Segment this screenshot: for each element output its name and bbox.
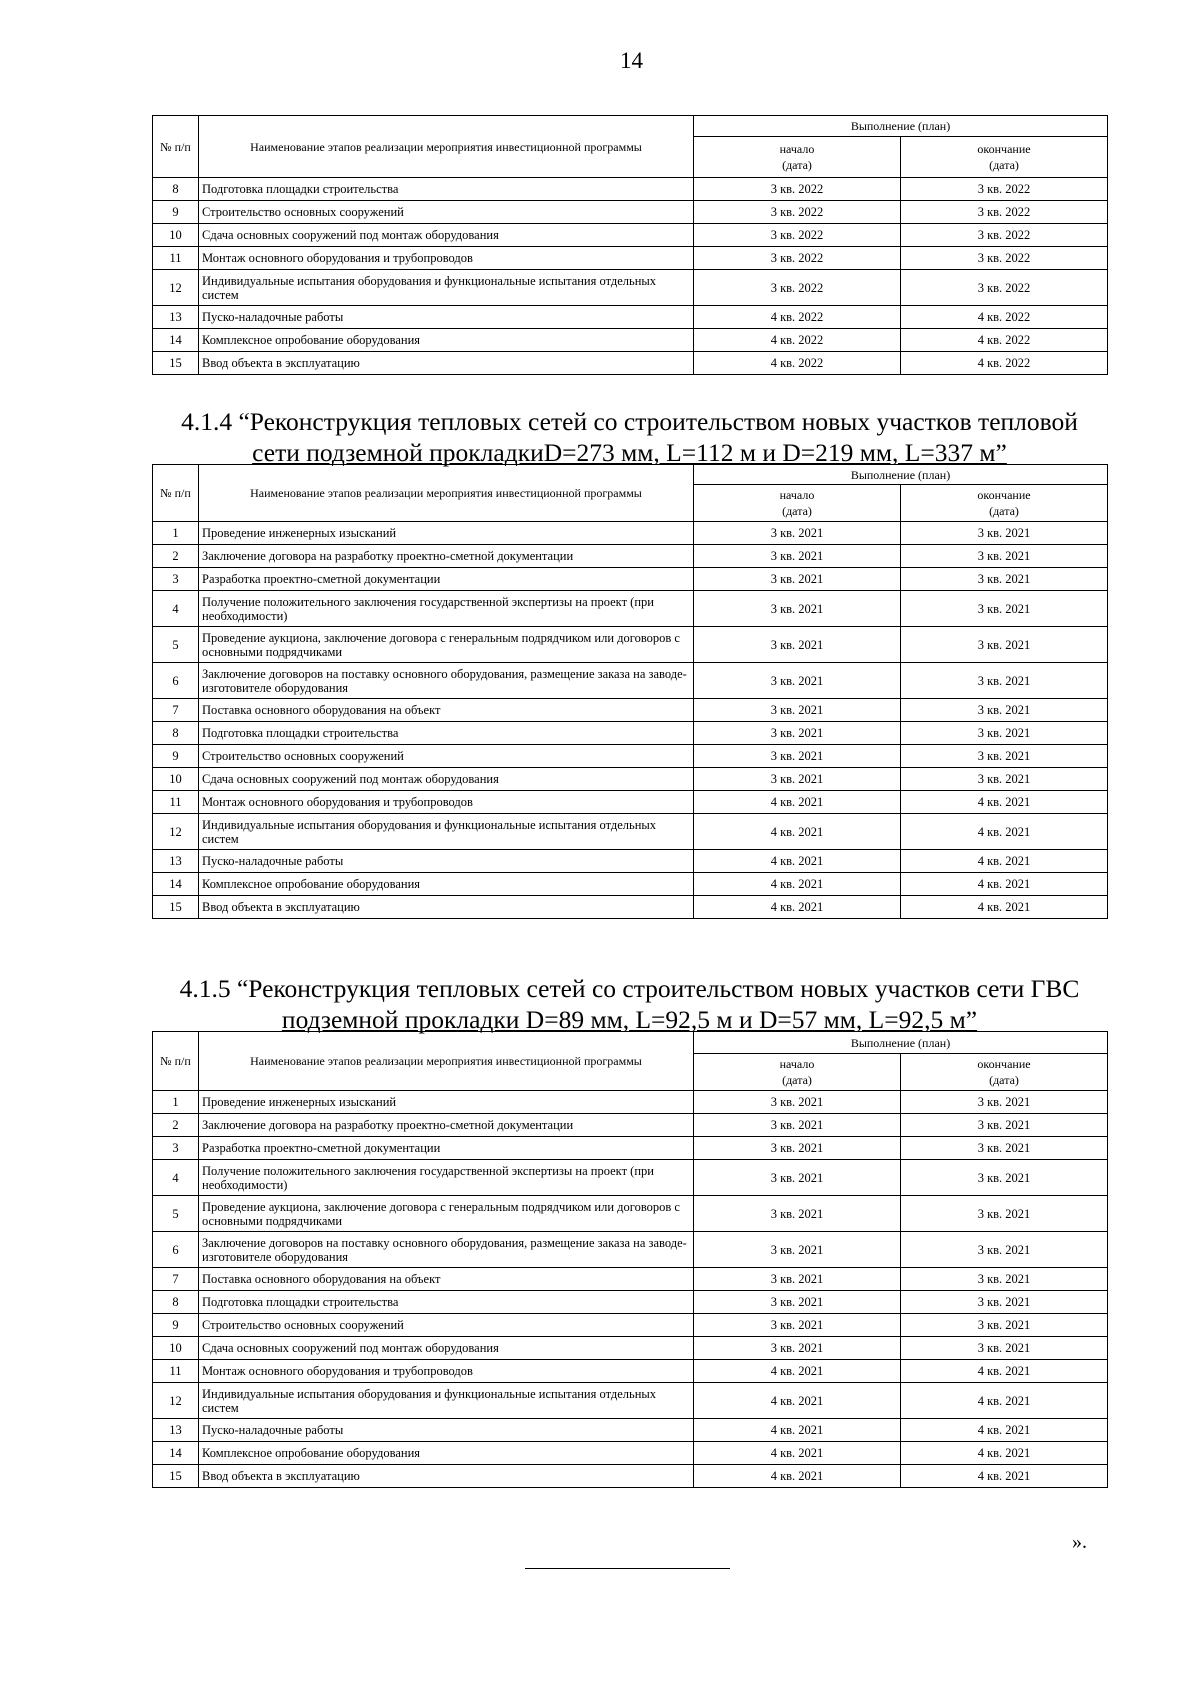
end-date-cell: 3 кв. 2022	[901, 270, 1108, 306]
start-date-cell: 3 кв. 2021	[694, 627, 901, 663]
table-row	[153, 722, 1108, 745]
header-start-label: начало	[779, 1057, 815, 1071]
start-date-cell: 3 кв. 2021	[694, 1196, 901, 1232]
stage-name-cell: Заключение договоров на поставку основного оборудования, размещение заказа на заводе-изготовителе оборудования	[199, 663, 694, 699]
stage-name-cell: Получение положительного заключения государственной экспертизы на проект (при необходимости)	[199, 1160, 694, 1196]
row-number-cell: 14	[153, 329, 199, 352]
header-end-cell	[901, 485, 1108, 522]
table-row	[153, 791, 1108, 814]
row-number-cell: 14	[153, 873, 199, 896]
end-date-cell: 3 кв. 2021	[901, 1114, 1108, 1137]
table-row	[153, 568, 1108, 591]
end-date-cell: 4 кв. 2021	[901, 1419, 1108, 1442]
start-date-cell: 3 кв. 2021	[694, 1314, 901, 1337]
stage-name-cell: Индивидуальные испытания оборудования и функциональные испытания отдельных систем	[199, 270, 694, 306]
end-date-cell: 4 кв. 2021	[901, 873, 1108, 896]
stage-name-cell: Получение положительного заключения государственной экспертизы на проект (при необходимости)	[199, 591, 694, 627]
table-row	[153, 1291, 1108, 1314]
end-date-cell: 3 кв. 2021	[901, 1137, 1108, 1160]
end-date-cell: 3 кв. 2021	[901, 1196, 1108, 1232]
schedule-table-4-1-5	[152, 1031, 1108, 1488]
table-row	[153, 850, 1108, 873]
table-row	[153, 1337, 1108, 1360]
table-row	[153, 306, 1108, 329]
start-date-cell: 3 кв. 2021	[694, 1232, 901, 1268]
end-date-cell: 4 кв. 2022	[901, 329, 1108, 352]
table-row	[153, 768, 1108, 791]
header-num-cell: № п/п	[153, 116, 199, 178]
start-date-cell: 3 кв. 2021	[694, 568, 901, 591]
start-date-cell: 3 кв. 2021	[694, 1160, 901, 1196]
end-date-cell: 4 кв. 2021	[901, 896, 1108, 919]
table-row	[153, 352, 1108, 375]
stage-name-cell: Пуско-наладочные работы	[199, 850, 694, 873]
end-date-cell: 3 кв. 2021	[901, 663, 1108, 699]
table-row	[153, 627, 1108, 663]
header-stage-cell: Наименование этапов реализации мероприятия инвестиционной программы	[199, 116, 694, 178]
table-row	[153, 1383, 1108, 1419]
table-row	[153, 814, 1108, 850]
end-date-cell: 3 кв. 2021	[901, 591, 1108, 627]
row-number-cell: 13	[153, 850, 199, 873]
table-row	[153, 699, 1108, 722]
start-date-cell: 4 кв. 2021	[694, 850, 901, 873]
stage-name-cell: Поставка основного оборудования на объект	[199, 1268, 694, 1291]
start-date-cell: 4 кв. 2021	[694, 873, 901, 896]
row-number-cell: 3	[153, 1137, 199, 1160]
header-end-cell	[901, 137, 1108, 178]
row-number-cell: 11	[153, 791, 199, 814]
table-row	[153, 178, 1108, 201]
header-start-cell	[694, 485, 901, 522]
table-row	[153, 1419, 1108, 1442]
header-start-cell	[694, 137, 901, 178]
section-heading-4-1-5	[152, 973, 1107, 1035]
start-date-cell: 4 кв. 2021	[694, 1360, 901, 1383]
stage-name-cell: Разработка проектно-сметной документации	[199, 1137, 694, 1160]
row-number-cell: 5	[153, 1196, 199, 1232]
end-date-cell: 4 кв. 2021	[901, 1383, 1108, 1419]
row-number-cell: 11	[153, 247, 199, 270]
end-date-cell: 3 кв. 2021	[901, 768, 1108, 791]
start-date-cell: 4 кв. 2021	[694, 1419, 901, 1442]
section-heading-4-1-4	[152, 406, 1107, 468]
closing-quote-mark: ».	[1072, 1531, 1087, 1553]
row-number-cell: 9	[153, 201, 199, 224]
table-row	[153, 1091, 1108, 1114]
table-row	[153, 1268, 1108, 1291]
stage-name-cell: Поставка основного оборудования на объект	[199, 699, 694, 722]
end-date-cell: 4 кв. 2021	[901, 814, 1108, 850]
end-date-cell: 4 кв. 2022	[901, 306, 1108, 329]
table-row	[153, 329, 1108, 352]
start-date-cell: 3 кв. 2021	[694, 1137, 901, 1160]
table-row	[153, 247, 1108, 270]
stage-name-cell: Комплексное опробование оборудования	[199, 1442, 694, 1465]
end-date-cell: 4 кв. 2021	[901, 791, 1108, 814]
stage-name-cell: Монтаж основного оборудования и трубопроводов	[199, 791, 694, 814]
stage-name-cell: Проведение инженерных изысканий	[199, 1091, 694, 1114]
table-row	[153, 201, 1108, 224]
header-end-date-label: (дата)	[989, 1073, 1019, 1087]
row-number-cell: 11	[153, 1360, 199, 1383]
table-row	[153, 873, 1108, 896]
row-number-cell: 2	[153, 1114, 199, 1137]
row-number-cell: 10	[153, 768, 199, 791]
row-number-cell: 9	[153, 1314, 199, 1337]
start-date-cell: 3 кв. 2021	[694, 545, 901, 568]
table-row	[153, 1465, 1108, 1488]
table-row	[153, 1137, 1108, 1160]
end-date-cell: 3 кв. 2022	[901, 224, 1108, 247]
start-date-cell: 3 кв. 2021	[694, 1091, 901, 1114]
start-date-cell: 4 кв. 2021	[694, 814, 901, 850]
stage-name-cell: Подготовка площадки строительства	[199, 1291, 694, 1314]
start-date-cell: 3 кв. 2021	[694, 1337, 901, 1360]
row-number-cell: 6	[153, 663, 199, 699]
header-num-cell: № п/п	[153, 1032, 199, 1091]
section-heading-line1: 4.1.4 “Реконструкция тепловых сетей со строительством новых участков тепловой	[181, 407, 1078, 436]
schedule-table-continued	[152, 115, 1108, 375]
stage-name-cell: Пуско-наладочные работы	[199, 306, 694, 329]
table-row	[153, 1360, 1108, 1383]
header-end-cell	[901, 1054, 1108, 1091]
row-number-cell: 13	[153, 1419, 199, 1442]
row-number-cell: 15	[153, 352, 199, 375]
row-number-cell: 6	[153, 1232, 199, 1268]
stage-name-cell: Строительство основных сооружений	[199, 745, 694, 768]
header-execution-cell: Выполнение (план)	[694, 116, 1108, 137]
row-number-cell: 1	[153, 1091, 199, 1114]
stage-name-cell: Проведение аукциона, заключение договора с генеральным подрядчиком или договоров с основными подрядчиками	[199, 1196, 694, 1232]
stage-name-cell: Разработка проектно-сметной документации	[199, 568, 694, 591]
row-number-cell: 10	[153, 224, 199, 247]
end-date-cell: 3 кв. 2022	[901, 247, 1108, 270]
section-heading-line1: 4.1.5 “Реконструкция тепловых сетей со строительством новых участков сети ГВС	[179, 974, 1080, 1003]
start-date-cell: 4 кв. 2021	[694, 1442, 901, 1465]
end-date-cell: 3 кв. 2021	[901, 1232, 1108, 1268]
end-date-cell: 4 кв. 2022	[901, 352, 1108, 375]
row-number-cell: 8	[153, 178, 199, 201]
row-number-cell: 15	[153, 896, 199, 919]
start-date-cell: 4 кв. 2022	[694, 352, 901, 375]
start-date-cell: 3 кв. 2022	[694, 178, 901, 201]
table-row	[153, 663, 1108, 699]
end-date-cell: 3 кв. 2021	[901, 1314, 1108, 1337]
header-end-date-label: (дата)	[989, 158, 1019, 172]
row-number-cell: 2	[153, 545, 199, 568]
row-number-cell: 3	[153, 568, 199, 591]
row-number-cell: 12	[153, 270, 199, 306]
start-date-cell: 4 кв. 2021	[694, 896, 901, 919]
header-start-label: начало	[779, 142, 815, 156]
stage-name-cell: Заключение договора на разработку проектно-сметной документации	[199, 1114, 694, 1137]
row-number-cell: 9	[153, 745, 199, 768]
start-date-cell: 3 кв. 2021	[694, 1291, 901, 1314]
header-end-label: окончание	[977, 142, 1031, 156]
stage-name-cell: Ввод объекта в эксплуатацию	[199, 352, 694, 375]
end-date-cell: 3 кв. 2022	[901, 201, 1108, 224]
end-date-cell: 3 кв. 2021	[901, 1160, 1108, 1196]
row-number-cell: 1	[153, 522, 199, 545]
end-date-cell: 3 кв. 2021	[901, 627, 1108, 663]
end-date-cell: 4 кв. 2021	[901, 1360, 1108, 1383]
end-date-cell: 3 кв. 2021	[901, 699, 1108, 722]
row-number-cell: 14	[153, 1442, 199, 1465]
start-date-cell: 3 кв. 2021	[694, 745, 901, 768]
end-date-cell: 3 кв. 2021	[901, 522, 1108, 545]
end-date-cell: 4 кв. 2021	[901, 850, 1108, 873]
end-date-cell: 3 кв. 2021	[901, 1091, 1108, 1114]
start-date-cell: 3 кв. 2021	[694, 768, 901, 791]
end-date-cell: 3 кв. 2021	[901, 1337, 1108, 1360]
start-date-cell: 3 кв. 2021	[694, 522, 901, 545]
table-row	[153, 1314, 1108, 1337]
table-row	[153, 1196, 1108, 1232]
header-start-date-label: (дата)	[782, 1073, 812, 1087]
header-start-cell	[694, 1054, 901, 1091]
section-heading-line2: сети подземной прокладкиD=273 мм, L=112 м и D=219 мм, L=337 м”	[252, 438, 1007, 467]
table-row	[153, 522, 1108, 545]
section-heading-line2: подземной прокладки D=89 мм, L=92,5 м и D=57 мм, L=92,5 м”	[281, 1005, 978, 1034]
end-date-cell: 3 кв. 2022	[901, 178, 1108, 201]
header-end-label: окончание	[977, 1057, 1031, 1071]
end-date-cell: 4 кв. 2021	[901, 1465, 1108, 1488]
stage-name-cell: Строительство основных сооружений	[199, 201, 694, 224]
row-number-cell: 4	[153, 591, 199, 627]
stage-name-cell: Заключение договора на разработку проектно-сметной документации	[199, 545, 694, 568]
table-row	[153, 1114, 1108, 1137]
start-date-cell: 3 кв. 2022	[694, 247, 901, 270]
end-date-cell: 3 кв. 2021	[901, 1291, 1108, 1314]
stage-name-cell: Подготовка площадки строительства	[199, 178, 694, 201]
stage-name-cell: Подготовка площадки строительства	[199, 722, 694, 745]
end-date-cell: 3 кв. 2021	[901, 1268, 1108, 1291]
header-execution-cell: Выполнение (план)	[694, 1032, 1108, 1054]
end-date-cell: 3 кв. 2021	[901, 545, 1108, 568]
header-start-date-label: (дата)	[782, 504, 812, 518]
start-date-cell: 3 кв. 2022	[694, 224, 901, 247]
start-date-cell: 3 кв. 2021	[694, 699, 901, 722]
stage-name-cell: Строительство основных сооружений	[199, 1314, 694, 1337]
table-row	[153, 591, 1108, 627]
stage-name-cell: Заключение договоров на поставку основного оборудования, размещение заказа на заводе-изготовителе оборудования	[199, 1232, 694, 1268]
stage-name-cell: Комплексное опробование оборудования	[199, 329, 694, 352]
row-number-cell: 5	[153, 627, 199, 663]
end-date-cell: 4 кв. 2021	[901, 1442, 1108, 1465]
table-row	[153, 745, 1108, 768]
stage-name-cell: Индивидуальные испытания оборудования и функциональные испытания отдельных систем	[199, 1383, 694, 1419]
header-start-date-label: (дата)	[782, 158, 812, 172]
start-date-cell: 3 кв. 2022	[694, 201, 901, 224]
end-date-cell: 3 кв. 2021	[901, 722, 1108, 745]
row-number-cell: 12	[153, 814, 199, 850]
start-date-cell: 3 кв. 2021	[694, 1114, 901, 1137]
start-date-cell: 3 кв. 2021	[694, 722, 901, 745]
table-row	[153, 1232, 1108, 1268]
row-number-cell: 4	[153, 1160, 199, 1196]
end-date-cell: 3 кв. 2021	[901, 568, 1108, 591]
stage-name-cell: Сдача основных сооружений под монтаж оборудования	[199, 768, 694, 791]
start-date-cell: 4 кв. 2021	[694, 1465, 901, 1488]
stage-name-cell: Комплексное опробование оборудования	[199, 873, 694, 896]
end-date-cell: 3 кв. 2021	[901, 745, 1108, 768]
start-date-cell: 4 кв. 2021	[694, 1383, 901, 1419]
header-execution-cell: Выполнение (план)	[694, 465, 1108, 485]
table-row	[153, 1160, 1108, 1196]
table-row	[153, 896, 1108, 919]
row-number-cell: 8	[153, 722, 199, 745]
stage-name-cell: Индивидуальные испытания оборудования и функциональные испытания отдельных систем	[199, 814, 694, 850]
stage-name-cell: Монтаж основного оборудования и трубопроводов	[199, 247, 694, 270]
schedule-table-4-1-4	[152, 464, 1108, 919]
start-date-cell: 3 кв. 2022	[694, 270, 901, 306]
row-number-cell: 12	[153, 1383, 199, 1419]
table-row	[153, 1442, 1108, 1465]
table-row	[153, 270, 1108, 306]
header-stage-cell: Наименование этапов реализации мероприятия инвестиционной программы	[199, 1032, 694, 1091]
row-number-cell: 8	[153, 1291, 199, 1314]
stage-name-cell: Пуско-наладочные работы	[199, 1419, 694, 1442]
start-date-cell: 4 кв. 2021	[694, 791, 901, 814]
stage-name-cell: Сдача основных сооружений под монтаж оборудования	[199, 224, 694, 247]
header-end-label: окончание	[977, 488, 1031, 502]
stage-name-cell: Монтаж основного оборудования и трубопроводов	[199, 1360, 694, 1383]
page-number: 14	[620, 48, 643, 73]
stage-name-cell: Проведение аукциона, заключение договора с генеральным подрядчиком или договоров с основными подрядчиками	[199, 627, 694, 663]
header-num-cell: № п/п	[153, 465, 199, 522]
header-end-date-label: (дата)	[989, 504, 1019, 518]
header-start-label: начало	[779, 488, 815, 502]
start-date-cell: 4 кв. 2022	[694, 306, 901, 329]
stage-name-cell: Проведение инженерных изысканий	[199, 522, 694, 545]
stage-name-cell: Ввод объекта в эксплуатацию	[199, 896, 694, 919]
row-number-cell: 7	[153, 1268, 199, 1291]
stage-name-cell: Сдача основных сооружений под монтаж оборудования	[199, 1337, 694, 1360]
table-row	[153, 545, 1108, 568]
stage-name-cell: Ввод объекта в эксплуатацию	[199, 1465, 694, 1488]
bottom-rule	[525, 1568, 730, 1569]
start-date-cell: 3 кв. 2021	[694, 1268, 901, 1291]
start-date-cell: 3 кв. 2021	[694, 663, 901, 699]
row-number-cell: 15	[153, 1465, 199, 1488]
row-number-cell: 13	[153, 306, 199, 329]
table-row	[153, 224, 1108, 247]
row-number-cell: 10	[153, 1337, 199, 1360]
start-date-cell: 3 кв. 2021	[694, 591, 901, 627]
row-number-cell: 7	[153, 699, 199, 722]
header-stage-cell: Наименование этапов реализации мероприятия инвестиционной программы	[199, 465, 694, 522]
start-date-cell: 4 кв. 2022	[694, 329, 901, 352]
